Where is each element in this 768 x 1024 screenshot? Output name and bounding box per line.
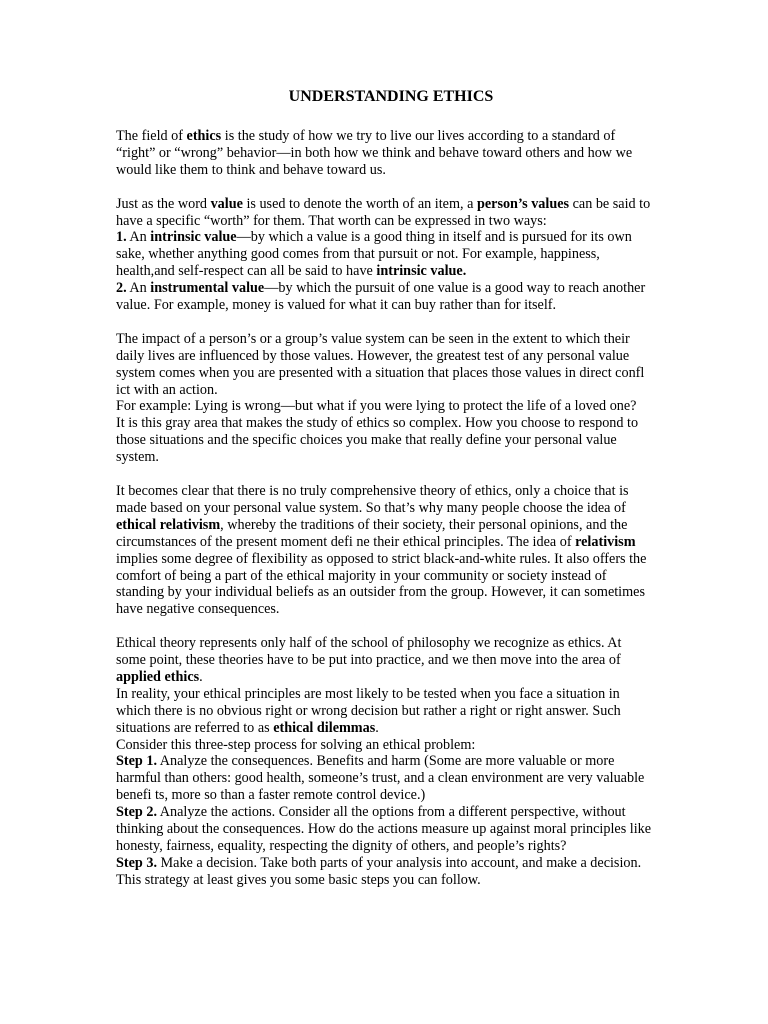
bold-term: person’s values [476,195,570,212]
text-run: is used to denote the worth of an item, a [242,195,477,212]
text-run: implies some degree of flexibility as opposed to strict black-and-white rules. It also offers the comfort of being a part of the ethical majority in your community or society instead of standing by your individual beliefs as an outsider from the group. However, it can sometimes have negative consequences. [116,550,647,618]
text-line [116,331,654,399]
text-run: —by which the pursuit of one value is a good way to reach another value. For example, money is valued for what it can buy rather than for itself. [116,280,646,314]
bold-term: intrinsic value [150,229,237,246]
text-line [116,196,654,230]
text-line [116,398,654,415]
text-run: In reality, your ethical principles are most likely to be tested when you face a situation in which there is no obvious right or wrong decision but rather a right or right answer. Such situations are referred to as [116,685,621,736]
text-run: Make a decision. Take both parts of your analysis into account, and make a decision. This strategy at least gives you some basic steps you can follow. [116,854,642,888]
document-body [116,86,654,906]
text-run: For example: Lying is wrong—but what if you were lying to protect the life of a loved one? [116,398,637,415]
text-run: It is this gray area that makes the study of ethics so complex. How you choose to respond to those situations and the specific choices you make that really define your personal value system. [116,415,639,466]
text-line [116,753,654,804]
document-title: UNDERSTANDING ETHICS [288,88,494,105]
text-run: Ethical theory represents only half of the school of philosophy we recognize as ethics. At some point, these theories have to be put into practice, and we then move into the area of [116,635,622,669]
bold-term: relativism [575,533,636,550]
paragraph [116,635,654,889]
text-run: , whereby the traditions of their society, their personal opinions, and the circumstances of the present moment defi ne their ethical principles. The idea of [116,516,628,550]
text-run: Analyze the actions. Consider all the options from a different perspective, without thinking about the consequences. How do the actions measure up against moral principles like honesty, fairness, equality, respecting the dignity of others, and people’s rights? [116,804,652,854]
paragraph [116,196,654,314]
text-line [116,128,654,179]
bold-term: value [210,195,243,212]
text-run: The impact of a person’s or a group’s value system can be seen in the extent to which their daily lives are influenced by those values. However, the greatest test of any personal value system comes when you are presented with a situation that places those values in direct confl ict with an action. [116,330,645,398]
text-run: . [375,719,379,736]
text-run: It becomes clear that there is no truly comprehensive theory of ethics, only a choice that is made based on your personal value system. So that’s why many people choose the idea of [116,482,629,516]
bold-term: intrinsic value. [376,263,467,280]
bold-term: applied ethics [116,668,200,685]
text-run: An [126,280,151,297]
text-run: Consider this three-step process for solving an ethical problem: [116,736,476,753]
text-line [116,280,654,314]
text-run: Just as the word [116,195,211,212]
text-line [116,483,654,618]
text-line [116,635,654,686]
text-line [116,415,654,466]
bold-term: Step 2. [116,804,157,821]
text-run: An [126,229,151,246]
paragraph [116,128,654,179]
text-line [116,804,654,855]
bold-term: 1. [116,229,127,246]
bold-term: Step 1. [116,753,157,770]
bold-term: ethical dilemmas [273,719,376,736]
paragraph [116,331,654,466]
text-line [116,686,654,737]
paragraph [116,483,654,618]
text-line [116,855,654,889]
text-run: The field of [116,128,187,144]
bold-term: instrumental value [150,280,265,297]
text-run: . [199,668,203,685]
bold-term: ethics [186,128,222,144]
text-run: is the study of how we try to live our lives according to a standard of “right” or “wrong” behavior—in both how we think and behave toward others and how we would like them to think and behave toward us. [116,128,633,178]
bold-term: ethical relativism [116,516,221,533]
paragraph-container [116,128,654,889]
text-run: —by which a value is a good thing in itself and is pursued for its own sake, whether anything good comes from that pursuit or not. For example, happiness, health,and self-respect can all be said to have [116,229,632,280]
bold-term: 2. [116,280,127,297]
text-run: can be said to have a specific “worth” for them. That worth can be expressed in two ways: [116,195,651,229]
text-line [116,737,654,754]
text-run: Analyze the consequences. Benefits and harm (Some are more valuable or more harmful than others: good health, someone’s trust, and a clean environment are very valuable benefi ts, more so than a faster remote control device.) [116,753,645,804]
bold-term: Step 3. [116,854,157,871]
text-line [116,229,654,280]
